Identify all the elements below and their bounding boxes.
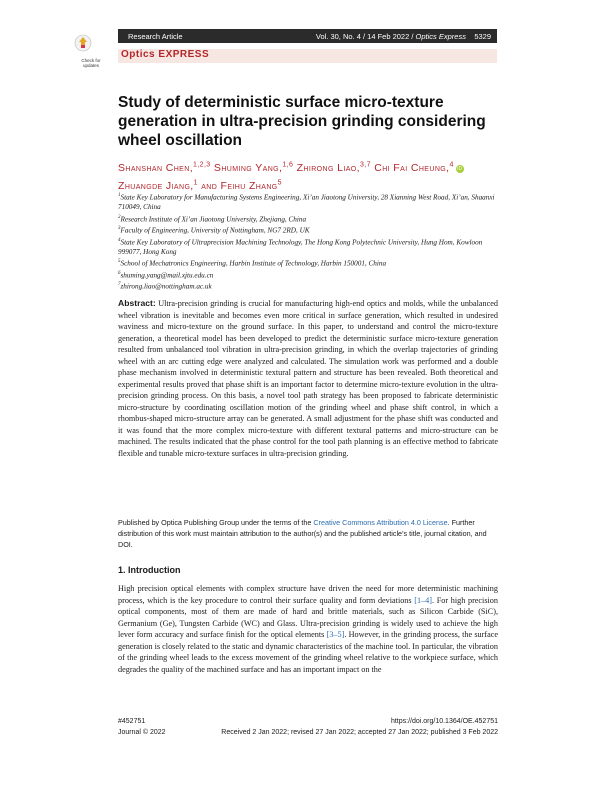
orcid-icon[interactable]: iD [456,165,463,172]
author-email[interactable]: $^6$shuming.yang@mail.xjtu.edu.cn [118,270,214,279]
doi-link[interactable]: https://doi.org/10.1364/OE.452751 [390,718,498,725]
affiliation: $^3$Faculty of Engineering, University of Nottingham, NG7 2RD, UK [118,226,310,235]
page-footer [118,717,498,738]
volume-info: Vol. 30, No. 4 / 14 Feb 2022 / Optics Express 5329 [315,31,491,41]
author: Zhuangde Jiang,$^1$ [118,179,198,192]
author: Shanshan Chen,$^{1,2,3}$ [118,161,211,174]
check-for-updates-icon [74,34,92,52]
author: Chi Fai Cheung,$^4$ [370,161,454,174]
author-email[interactable]: $^7$zhirong.liao@nottingham.ac.uk [118,282,212,291]
copyright: Journal © 2022 [118,728,166,736]
journal-logo: Optics EXPRESS [121,49,210,60]
article-id: #452751 [118,718,146,725]
affiliation: $^2$Research Institute of Xi’an Jiaotong University, Zhejiang, China [118,214,307,223]
reference-link[interactable]: [1–4] [414,595,432,605]
license-link[interactable]: Creative Commons Attribution 4.0 License [313,518,448,527]
running-header [118,29,497,43]
article-title: Study of deterministic surface micro-texture generation in ultra-precision grinding considering wheel oscillation [118,94,486,149]
publication-dates: Received 2 Jan 2022; revised 27 Jan 2022; accepted 27 Jan 2022; published 3 Feb 2022 [221,728,498,736]
author: Zhirong Liao,$^{3,7}$ [293,161,371,174]
license-notice: Published by Optica Publishing Group under the terms of the Creative Commons Attribution 4.0 License. Further distribution of this work must maintain attribution to the author(s) and the published article’s title, journal citation, and DOI. [118,518,487,549]
author: Shuming Yang,$^{1,6}$ [210,161,294,174]
page-number: 5329 [474,31,491,41]
affiliation: $^1$State Key Laboratory for Manufacturing Systems Engineering, Xi’an Jiaotong University, 28 Xianning West Road, Xi’an, Shaanxi 710049, China [118,193,495,212]
check-for-updates-label: Check for updates [81,58,101,68]
section-heading-introduction: 1. Introduction [118,565,181,575]
abstract-text: Ultra-precision grinding is crucial for manufacturing high-end optics and molds, while the unbalanced wheel vibration is inevitable and becomes even more critical in surface generation, which resulted in undesired waviness and micro-texture on the ground surface. In this paper, to understand and control the micro-texture generation, a theoretical model has been developed to predict the deterministic surface micro-texture generation resulted from unbalanced tool vibration in ultra-precision grinding, in which the overlap trajectories of grinding wheel with an arc cutting edge were analyzed and calculated. The simulation work was performed and a double phase mechanism involved in deterministic textural pattern and structure has been revealed. Both theoretical and experimental results proved that phase shift is an important factor to determine micro-texture evolution in the ultra-precision grinding process. On this basis, a novel tool path strategy has been proposed to fabricate deterministic micro-structure by coordinating oscillation motion of the grinding wheel and phase shift control, in which a rhombus-shaped micro-structure array can be generated. A small adjustment for the phase shift was conducted and it was found that the more complex micro-texture with different textural patterns and micro-structure can be machined. The results indicated that the phase control for the tool path planning is an effective method to fabricate flexible and tunable micro-texture surfaces in ultra-precision grinding. [118,299,499,458]
introduction-paragraph: High precision optical elements with complex structure have driven the need for more deterministic machining process, which is the key procedure to control their surface quality and form deviations [1–4]. For high precision optical components, most of them are made of hard and brittle materials, such as Silicon Carbide (SiC), Germanium (Ge), Tungsten Carbide (WC) and Glass. Ultra-precision grinding is widely used to achieve the high lever form accuracy and surface finish for the optical elements [3–5]. However, in the grinding process, the surface generation is closely related to the static and dynamic characteristics of the machine tool. In particular, the vibration of the grinding wheel leads to the excess movement of the grinding wheel relative to the workpiece surface, which degrades the quality of the machined surface and has an important impact on the [118,584,498,674]
affiliation: $^4$State Key Laboratory of Ultraprecision Machining Technology, The Hong Kong Polytechnic University, Hung Hom, Kowloon 999077, Hong Kong [118,237,483,257]
reference-link[interactable]: [3–5] [326,630,345,639]
article-type: Research Article [128,31,183,41]
abstract [118,298,498,459]
author-list [118,157,498,194]
check-for-updates-badge[interactable] [74,34,108,68]
affiliation: $^5$School of Mechatronics Engineering, Harbin Institute of Technology, Harbin 150001, China [118,259,387,268]
abstract-label: Abstract: [118,298,156,308]
affiliation-list [118,191,498,292]
author: and Feihu Zhang$^5$ [197,179,282,192]
